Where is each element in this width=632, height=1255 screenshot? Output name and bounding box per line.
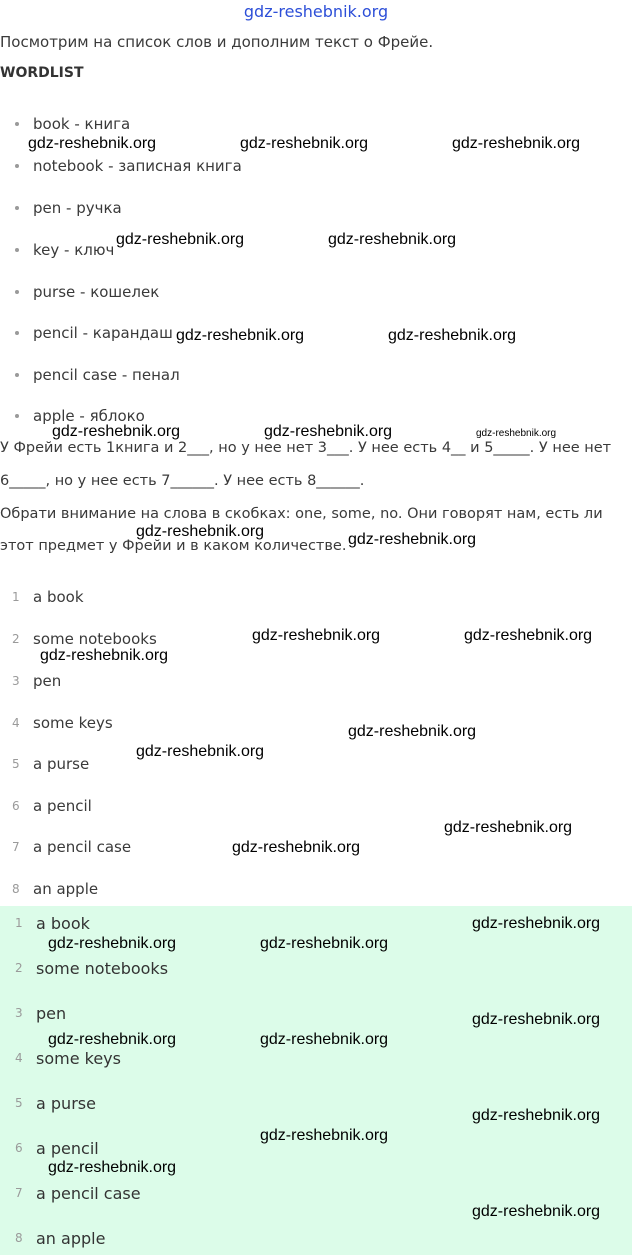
- watermark: gdz-reshebnik.org: [252, 627, 381, 644]
- wordlist-item: pen - ручка: [15, 197, 122, 219]
- answer-item: 1 a book: [15, 913, 90, 933]
- exercise-item: 8 an apple: [12, 880, 99, 898]
- exercise-item: 5 a purse: [12, 755, 90, 773]
- watermark: gdz-reshebnik.org: [264, 423, 393, 440]
- watermark: gdz-reshebnik.org: [472, 915, 601, 932]
- wordlist-item: book - книга: [15, 113, 130, 135]
- watermark: gdz-reshebnik.org: [176, 327, 305, 344]
- watermark: gdz-reshebnik.org: [388, 327, 517, 344]
- watermark: gdz-reshebnik.org: [464, 627, 593, 644]
- watermark: gdz-reshebnik.org: [52, 423, 181, 440]
- watermark: gdz-reshebnik.org: [232, 839, 361, 856]
- watermark: gdz-reshebnik.org: [348, 723, 477, 740]
- watermark: gdz-reshebnik.org: [48, 1159, 177, 1176]
- answer-item: 5 a purse: [15, 1093, 96, 1113]
- watermark: gdz-reshebnik.org: [48, 935, 177, 952]
- watermark: gdz-reshebnik.org: [260, 935, 389, 952]
- watermark: gdz-reshebnik.org: [472, 1107, 601, 1124]
- watermark: gdz-reshebnik.org: [136, 743, 265, 760]
- watermark: gdz-reshebnik.org: [476, 428, 557, 439]
- wordlist-item: key - ключ: [15, 239, 114, 261]
- bullet-icon: [15, 122, 19, 126]
- exercise-item: 4 some keys: [12, 714, 113, 732]
- gap-text-line: У Фрейи есть 1книга и 2___, но у нее нет 3___. У нее есть 4__ и 5_____. У нее нет: [0, 440, 612, 456]
- watermark: gdz-reshebnik.org: [328, 231, 457, 248]
- watermark: gdz-reshebnik.org: [136, 523, 265, 540]
- watermark: gdz-reshebnik.org: [348, 531, 477, 548]
- exercise-item: 3 pen: [12, 672, 62, 690]
- answer-item: 7 a pencil case: [15, 1183, 141, 1203]
- site-title-watermark: gdz-reshebnik.org: [243, 2, 389, 21]
- wordlist-item: pencil case - пенал: [15, 364, 180, 386]
- answer-item: 4 some keys: [15, 1048, 121, 1068]
- watermark: gdz-reshebnik.org: [240, 135, 369, 152]
- bullet-icon: [15, 373, 19, 377]
- watermark: gdz-reshebnik.org: [452, 135, 581, 152]
- watermark: gdz-reshebnik.org: [472, 1203, 601, 1220]
- watermark: gdz-reshebnik.org: [444, 819, 573, 836]
- answer-item: 8 an apple: [15, 1228, 106, 1248]
- wordlist-heading: WORDLIST: [0, 65, 84, 81]
- watermark: gdz-reshebnik.org: [40, 647, 169, 664]
- wordlist-item: purse - кошелек: [15, 281, 159, 303]
- gap-text-line: 6_____, но у нее есть 7______. У нее есть 8______.: [0, 473, 365, 489]
- watermark: gdz-reshebnik.org: [116, 231, 245, 248]
- wordlist-item: notebook - записная книга: [15, 155, 242, 177]
- answer-item: 6 a pencil: [15, 1138, 99, 1158]
- exercise-item: 1 a book: [12, 588, 84, 606]
- intro-text: Посмотрим на список слов и дополним текст о Фрейе.: [0, 33, 434, 51]
- bullet-icon: [15, 290, 19, 294]
- bullet-icon: [15, 248, 19, 252]
- bullet-icon: [15, 414, 19, 418]
- wordlist-item: pencil - карандаш: [15, 322, 173, 344]
- wordlist-item: apple - яблоко: [15, 405, 145, 427]
- answer-item: 2 some notebooks: [15, 958, 169, 978]
- exercise-item: 2 some notebooks: [12, 630, 157, 648]
- watermark: gdz-reshebnik.org: [260, 1031, 389, 1048]
- watermark: gdz-reshebnik.org: [48, 1031, 177, 1048]
- note-line: Обрати внимание на слова в скобках: one, some, no. Они говорят нам, есть ли: [0, 506, 603, 522]
- note-line: этот предмет у Фрейи и в каком количестве.: [0, 538, 347, 554]
- bullet-icon: [15, 331, 19, 335]
- answer-item: 3 pen: [15, 1003, 67, 1023]
- bullet-icon: [15, 164, 19, 168]
- watermark: gdz-reshebnik.org: [472, 1011, 601, 1028]
- bullet-icon: [15, 206, 19, 210]
- exercise-item: 7 a pencil case: [12, 838, 132, 856]
- exercise-item: 6 a pencil: [12, 797, 92, 815]
- watermark: gdz-reshebnik.org: [28, 135, 157, 152]
- watermark: gdz-reshebnik.org: [260, 1127, 389, 1144]
